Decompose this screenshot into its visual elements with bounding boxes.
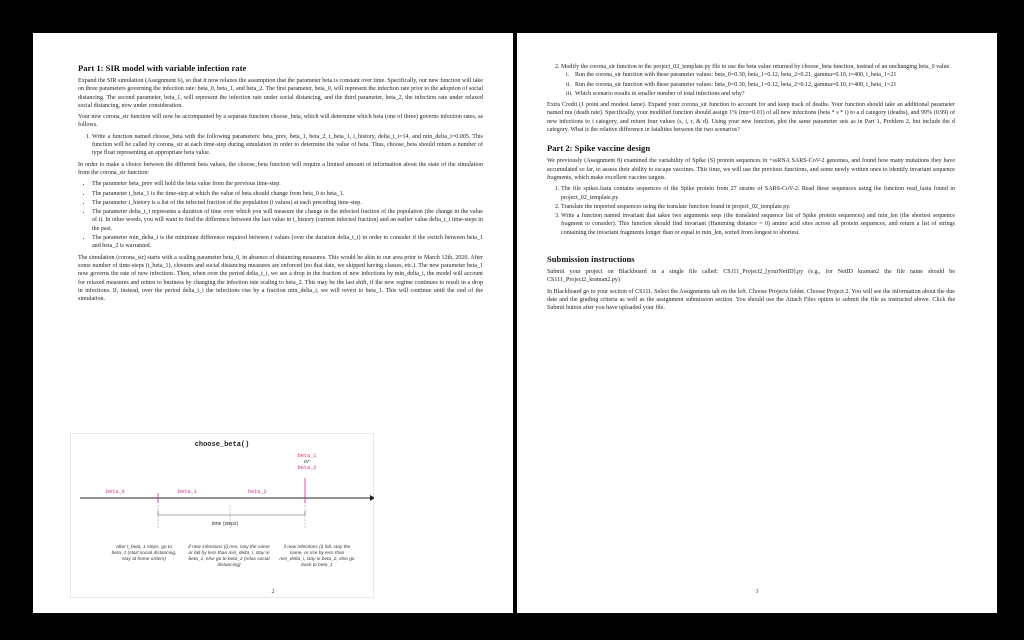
intro-paragraph: Expand the SIR simulation (Assignment 6), so that it now relaxes the assumption that the parameter beta is constant over time. Specifically, our new function will take on three parameters governing the infection rate: beta_0, beta_1, and beta_2. The first parameter, beta_0, will represent the infection rate prior to the adoption of social distancing. The second parameter, beta_1, will represent the infection rate under social distancing, and the third parameter, beta_2, the infection rate under relaxed social distancing, now under consideration. bbox=[78, 78, 483, 109]
numeral-ii: ii. bbox=[566, 81, 571, 88]
part2-step-list bbox=[547, 185, 955, 237]
part1-heading: Part 1: SIR model with variable infection rate bbox=[78, 63, 247, 73]
submission-paragraph-2: In Blackboard go to your section of CS111. Select the Assignments tab on the left. Choose Projects folder. Choose Project 2. You will see the information about the due date and the grading criteria as well as the assignment submission section. You should use the Attach Files option to submit the file as instructed above. Click the Submit button after you have uploaded your file. bbox=[547, 288, 955, 312]
top-beta-group bbox=[292, 453, 322, 471]
choice-paragraph: In order to make a choice between the different beta values, the choose_beta function will require a limited amount of information about the state of the simulation from the corona_sir function: bbox=[78, 161, 483, 176]
choose-beta-diagram bbox=[70, 433, 374, 598]
note-stay-beta-1: if new infections (i) rise, stay the same or fall by less than min_delta_i, stay in beta_1, else go to beta_2 (relax social distancing) bbox=[188, 545, 270, 568]
scenario-i-text: Run the corona_sir function with these parameter values: beta_0=0.30, beta_1=0.12, beta_2=0.21, gamma=0.10, t=400, t_beta_1=21 bbox=[575, 72, 897, 79]
label-or: or bbox=[303, 459, 311, 465]
page-3-content bbox=[547, 63, 955, 316]
numeral-iii: iii. bbox=[566, 90, 573, 97]
bullet-i-history: • The parameter i_history is a list of the infected fraction of the population (i values) at each preceding time-step. bbox=[92, 199, 483, 207]
parameter-bullets bbox=[78, 180, 483, 250]
numeral-i: i. bbox=[566, 72, 570, 79]
extra-credit-paragraph: Extra Credit (1 point and modest fame). Expand your corona_sir function to account for and keep track of deaths. Your function should take an additional parameter named mu (death rate). Specifically, your modified function should assign 1% (mu=0.01) of all new infections (beta * s * i) to a d category (deaths), and 99% (0.99) of new infections to i category, and return four values (s, i, r, & d). Using your new function, plot the same parameter sets as in Part 1, Problem 2, but include the d category. What is the relative difference in fatalities between the two scenarios? bbox=[547, 102, 955, 134]
scenario-iii bbox=[566, 90, 955, 98]
page-number-2: 2 bbox=[271, 589, 275, 595]
simulation-paragraph: The simulation (corona_sir) starts with a scaling parameter beta_0, in absence of distancing measures. This would be akin to our area prior to March 12th, 2020. After some number of time-steps (t_beta_1), closures and social distancing measures are enforced (no that date, we skipped having classes, etc.). The new parameter beta_1 now governs the rate of new infections. Then, when over the period delta_t_i, we see a drop in the fraction of new infections by min_delta_i, the model will account for relaxed measures and return to business by changing the infection rate scaling to beta_2. This may be the last shift, if the new regime continues to result in a drop in infections. If, instead, over the period delta_t_i the infections rise by a fraction min_delta_i, we will revert to beta_1. This will continue until the end of the simulation. bbox=[78, 254, 483, 303]
step-2 bbox=[561, 63, 955, 98]
scenario-i bbox=[566, 71, 955, 79]
bullet-beta-prev: • The parameter beta_prev will hold the beta value from the previous time-step. bbox=[92, 180, 483, 188]
page-2 bbox=[33, 33, 513, 613]
part2-heading: Part 2: Spike vaccine design bbox=[547, 143, 651, 154]
page-2-content bbox=[78, 63, 483, 306]
scenario-list bbox=[561, 71, 955, 98]
part2-step-2: 2. Translate the imported sequences using the translate function found in project_02_template.py. bbox=[561, 203, 955, 211]
part1-step-list bbox=[78, 133, 483, 158]
part2-step-1: 1. The file spikes.fasta contains sequences of the Spike protein from 27 strains of SARS-CoV-2. Read these sequences using the function read_fasta found in project_02_template.py. bbox=[561, 185, 955, 202]
bullet-min-delta-i: • The parameter min_delta_i is the minimum difference required between i values (over the duration delta_t_i) in order to consider if the switch between beta_1 and beta_2 is warranted. bbox=[92, 234, 483, 251]
label-beta-1: beta_1 bbox=[178, 489, 197, 495]
label-beta-0: beta_0 bbox=[106, 489, 125, 495]
diagram-canvas bbox=[70, 433, 374, 598]
bullet-t-beta-1: • The parameter t_beta_1 is the time-step at which the value of beta should change from beta_0 to beta_1. bbox=[92, 190, 483, 198]
bullet-delta-t-i: • The parameter delta_t_i represents a duration of time over which you will measure the change in the infected fraction of the population (the change in the value of i). In other words, you will want to find the difference between the last value in i_history (current infected fraction) and an earlier value delta_t_i time-steps in the past. bbox=[92, 208, 483, 233]
diagram-border bbox=[70, 433, 374, 598]
label-beta-2: beta_2 bbox=[248, 489, 267, 495]
submission-paragraph-1: Submit your project on Blackboard in a single file called: CS111_Project2_[yourNetID].py (e.g., for NetID kraman2 the file name should be CS111_Project2_kraman2.py) bbox=[547, 269, 955, 284]
corona-sir-paragraph: Your new corona_sir function will now be accompanied by a separate function choose_beta, which will determine which beta (one of three) governs infection rates, as follows. bbox=[78, 114, 483, 129]
part2-step-3: 3. Write a function named invariant that takes two arguments seqs (the translated sequence list of Spike protein sequences) and min_len (the shortest sequence fragment to consider). This function should find invariant (Hamming distance = 0) amino acid sites across all protein sequences, and return a list of strings containing the invariant fragments longer than or equal to min_len, sorted from longest to shortest. bbox=[561, 212, 955, 237]
submission-heading: Submission instructions bbox=[547, 254, 635, 265]
label-top-beta-2: beta_2 bbox=[297, 465, 317, 471]
note-stay-beta-2: if new infections (i) fall, stay the same, or rise by less than min_delta_i, stay in beta_2, else go back to beta_1 bbox=[279, 545, 355, 568]
time-steps-label: time (steps) bbox=[212, 521, 239, 527]
diagram-title: choose_beta() bbox=[194, 441, 250, 449]
scenario-iii-text: Which scenario results in smaller number of total infections and why? bbox=[575, 90, 745, 97]
label-top-beta-1: beta_1 bbox=[297, 453, 317, 459]
note-t-beta-1: after t_beta_1 steps, go to beta_1 (start social distancing, stay at home orders) bbox=[111, 545, 177, 562]
step-2-intro: Modify the corona_sir function in the project_02_template.py file to use the beta value returned by choose_beta function, instead of an unchanging beta_0 value. bbox=[561, 64, 951, 70]
step-1: 1. Write a function named choose_beta with the following parameters: beta_prev, beta_1, beta_2, t_beta_1, i_history, delta_t_i=14, and min_delta_i=0.005. This function will be called by corona_sir at each time-step during simulation in order to determine the value of beta. Thus, choose_beta should return a number of type float representing an appropriate beta value. bbox=[92, 133, 483, 158]
page-3 bbox=[517, 33, 997, 613]
scenario-ii-text: Run the corona_sir function with these parameter values: beta_0=0.30, beta_1=0.12, beta_2=0.12, gamma=0.10, t=400, t_beta_1=21 bbox=[575, 81, 897, 88]
page-number-3: 3 bbox=[755, 589, 759, 595]
part2-intro: We previously (Assignment 8) examined the variability of Spike (S) protein sequences in +ssRNA SARS-CoV-2 genomes, and found how many mutations they have accumulated so far, to assess their ability to escape vaccines. This time, we will use the previous functions, and some newly written ones to identify invariant sequence fragments, which make excellent vaccine targets. bbox=[547, 158, 955, 181]
scenario-ii bbox=[566, 81, 955, 89]
part1-continued-list bbox=[547, 63, 955, 98]
